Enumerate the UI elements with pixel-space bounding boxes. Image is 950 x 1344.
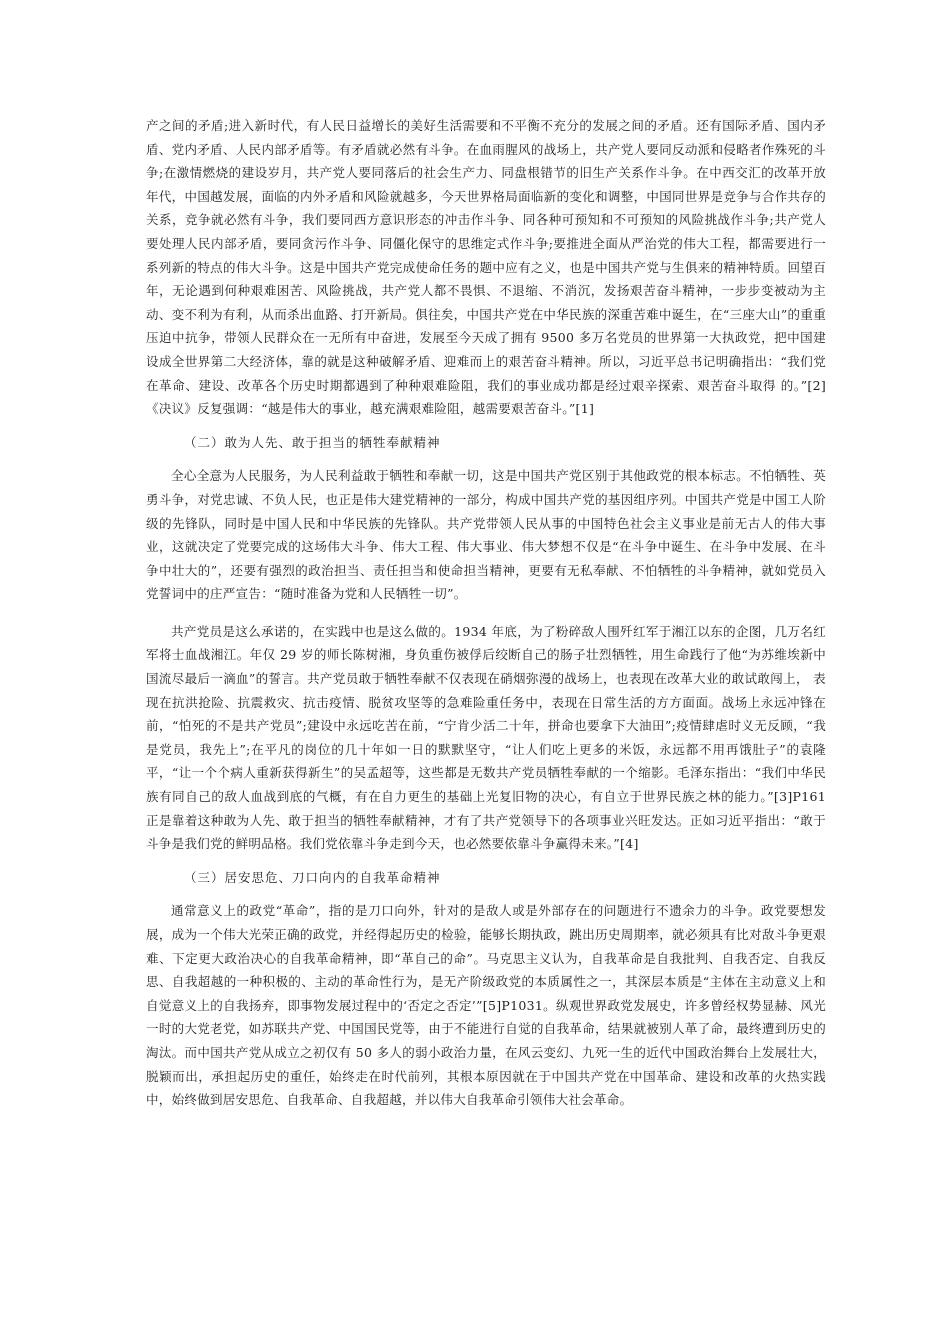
- section-heading: （二）敢为人先、敢于担当的牺牲奉献精神: [184, 434, 441, 450]
- section-heading: （三）居安思危、刀口向内的自我革命精神: [184, 869, 441, 885]
- paragraph-gap: [146, 889, 826, 899]
- body-paragraph: 全心全意为人民服务，为人民利益敢于牺牲和奉献一切，这是中国共产党区别于其他政党的根本标志。不怕牺牲、英勇斗争，对党忠诚、不负人民，也正是伟大建党精神的一部分，构成中国共产党的基因组序列。中国共产党是中国工人阶级的先锋队，同时是中国人民和中华民族的先锋队。共产党带领人民从事的中国特色社会主义事业是前无古人的伟大事业，这就决定了党要完成的这场伟大斗争、伟大工程、伟大事业、伟大梦想不仅是“在斗争中诞生、在斗争中发展、在斗争中壮大的”，还要有强烈的政治担当、责任担当和使命担当精神，更要有无私奉献、不怕牺牲的斗争精神，就如党员入党誓词中的庄严宣告：“随时准备为党和人民牺牲一切”。: [146, 468, 826, 602]
- paragraph-gap: [146, 856, 826, 866]
- paragraph-gap: [146, 606, 826, 620]
- document-body: [146, 114, 826, 1112]
- body-paragraph: 产之间的矛盾;进入新时代，有人民日益增长的美好生活需要和不平衡不充分的发展之间的矛盾。还有国际矛盾、国内矛盾、党内矛盾、人民内部矛盾等。有矛盾就必然有斗争。在血雨腥风的战场上，共产党人要同反动派和侵略者作殊死的斗争;在激情燃烧的建设岁月，共产党人要同落后的社会生产力、同盘根错节的旧生产关系作斗争。在中西交汇的改革开放年代，中国越发展，面临的内外矛盾和风险就越多，今天世界格局面临新的变化和调整，中国同世界是竞争与合作共存的关系，竞争就必然有斗争，我们要同西方意识形态的冲击作斗争、同各种可预知和不可预知的风险挑战作斗争;共产党人要处理人民内部矛盾，要同贪污作斗争、同僵化保守的思维定式作斗争;要推进全面从严治党的伟大工程，都需要进行一系列新的特点的伟大斗争。这是中国共产党完成使命任务的题中应有之义，也是中国共产党与生俱来的精神特质。回望百年，无论遇到何种艰难困苦、风险挑战，共产党人都不畏惧、不退缩、不消沉，发扬艰苦奋斗精神，一步步变被动为主动、变不利为有利，从而杀出血路、打开新局。俱往矣，中国共产党在中华民族的深重苦难中诞生，在“三座大山”的重重压迫中抗争，带领人民群众在一无所有中奋进，发展至今天成了拥有 9500 多万名党员的世界第一大执政党，把中国建设成全世界第二大经济体，靠的就是这种破解矛盾、迎难而上的艰苦奋斗精神。所以，习近平总书记明确指出：“我们党在革命、建设、改革各个历史时期都遇到了种种艰难险阻，我们的事业成功都是经过艰辛探索、艰苦奋斗取得 的。”[2]《决议》反复强调：“越是伟大的事业，越充满艰难险阻，越需要艰苦奋斗。”[1]: [146, 118, 826, 417]
- paragraph-gap: [146, 454, 826, 464]
- body-paragraph: 通常意义上的政党“革命”，指的是刀口向外，针对的是敌人或是外部存在的问题进行不遗余力的斗争。政党要想发展，成为一个伟大光荣正确的政党，并经得起历史的检验，能够长期执政，跳出历史周期率，就必须具有比对敌斗争更艰难、下定更大政治决心的自我革命精神，即“革自己的命”。马克思主义认为，自我革命是自我批判、自我否定、自我反思、自我超越的一种积极的、主动的革命性行为，是无产阶级政党的本质属性之一，其深层本质是“主体在主动意义上和自觉意义上的自我扬弃，即事物发展过程中的‘否定之否定’”[5]P1031。纵观世界政党发展史，许多曾经权势显赫、风光一时的大党老党，如苏联共产党、中国国民党等，由于不能进行自觉的自我革命，结果就被别人革了命，最终遭到历史的淘汰。而中国共产党从成立之初仅有 50 多人的弱小政治力量，在风云变幻、九死一生的近代中国政治舞台上发展壮大，脱颖而出，承担起历史的重任，始终走在时代前列，其根本原因就在于中国共产党在中国革命、建设和改革的火热实践中，始终做到居安思危、自我革命、自我超越，并以伟大自我革命引领伟大社会革命。: [146, 903, 826, 1108]
- paragraph-gap: [146, 421, 826, 431]
- body-paragraph: 共产党员是这么承诺的，在实践中也是这么做的。1934 年底，为了粉碎敌人围歼红军于湘江以东的企图，几万名红军将士血战湘江。年仅 29 岁的师长陈树湘，身负重伤被俘后绞断自己的肠子壮烈牺牲，用生命践行了他“为苏维埃新中国流尽最后一滴血”的誓言。共产党员敢于牺牲奉献不仅表现在硝烟弥漫的战场上，也表现在改革大业的敢试敢闯上， 表现在抗洪抢险、抗震救灾、抗击疫情、脱贫攻坚等的急难险重任务中，表现在日常生活的方方面面。战场上永远冲锋在前，“怕死的不是共产党员”;建设中永远吃苦在前，“宁肯少活二十年，拼命也要拿下大油田”;疫情肆虐时义无反顾，“我是党员，我先上”;在平凡的岗位的几十年如一日的默默坚守，“让人们吃上更多的米饭，永远都不用再饿肚子”的袁隆平，“让一个个病人重新获得新生”的吴孟超等，这些都是无数共产党员牺牲奉献的一个缩影。毛泽东指出：“我们中华民族有同自己的敌人血战到底的气概，有在自力更生的基础上光复旧物的决心，有自立于世界民族之林的能力。”[3]P161 正是靠着这种敢为人先、敢于担当的牺牲奉献精神，才有了共产党领导下的各项事业兴旺发达。正如习近平指出：“敢于斗争是我们党的鲜明品格。我们党依靠斗争走到今天，也必然要依靠斗争赢得未来。”[4]: [146, 623, 826, 852]
